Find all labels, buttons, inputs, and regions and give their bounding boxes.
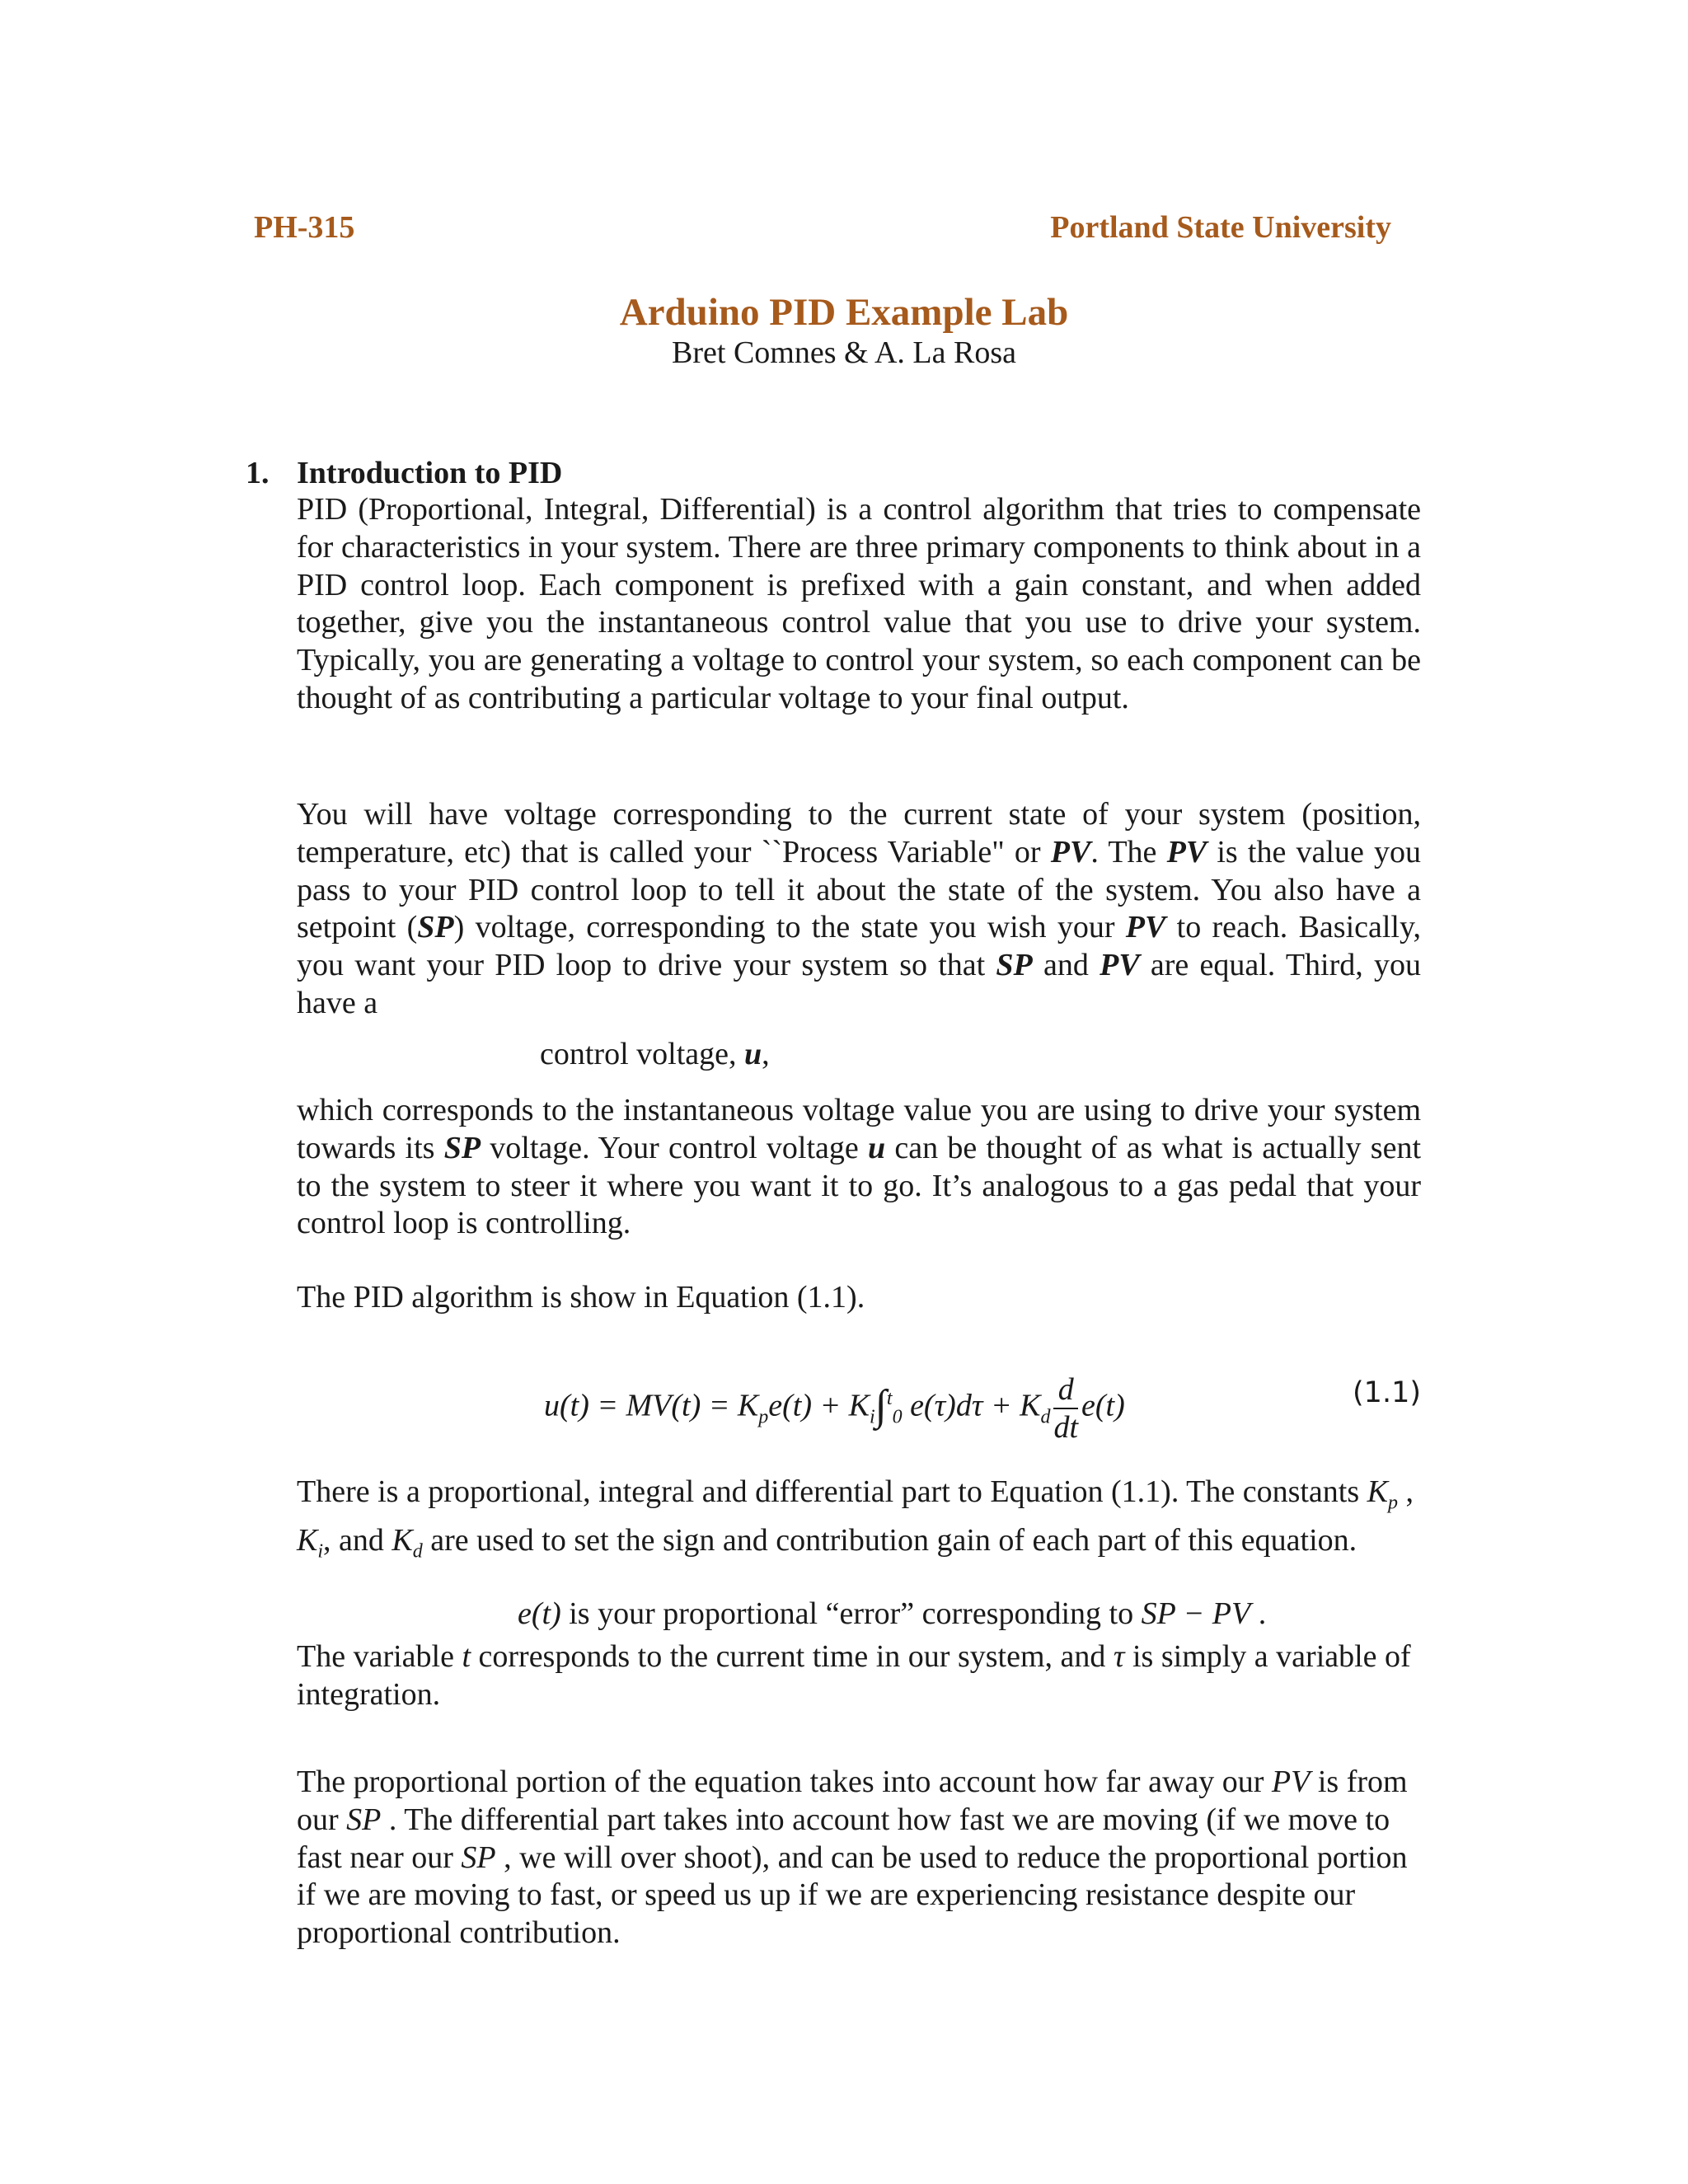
course-code: PH-315: [254, 210, 355, 245]
university-name: Portland State University: [1050, 210, 1391, 245]
sp-term: SP: [996, 948, 1033, 983]
integral-sign: ∫: [874, 1381, 887, 1429]
pv-term: PV: [1166, 834, 1207, 869]
document-title: Arduino PID Example Lab: [619, 291, 1069, 334]
u-term: u: [867, 1130, 886, 1165]
paragraph-control-description: which corresponds to the instantaneous voltage value you are using to drive your system towards its SP voltage. Your control voltage u can be thought of as what is actually sent to the system to steer it where you want it to go. It’s analogous to a gas pedal that your control loop is controlling.: [297, 1093, 1422, 1241]
pv-term: PV: [1050, 834, 1091, 869]
paragraph-process-variable: You will have voltage corresponding to the current state of your system (position, temperature, etc) that is called your ``Process Variable" or PV. The PV is the value you pass to your PID control loop to tell it about the state of the system. You also have a setpoint (SP) voltage, corresponding to the state you wish your PV to reach. Basically, you want your PID loop to drive your system so that SP and PV are equal. Third, you have a: [297, 797, 1422, 1020]
paragraph-control-voltage: control voltage, u,: [540, 1037, 770, 1071]
paragraph-proportional-differential: The proportional portion of the equation takes into account how far away our PV is from our SP . The differential part takes into account how fast we are moving (if we move to fast near our SP , we will over shoot), and can be used to reduce the proportional portion if we are moving to fast, or speed us up if we are experiencing resistance despite our proportional contribution.: [297, 1765, 1408, 1951]
equation-number: (1.1): [1353, 1376, 1421, 1409]
sp-term: SP: [417, 910, 454, 945]
pid-equation: [544, 1353, 1421, 1444]
section-number: 1.: [246, 456, 270, 490]
derivative-fraction: $\frac{d}{dt}$: [1053, 1372, 1078, 1445]
pv-term: PV: [1125, 910, 1166, 945]
paragraph-error-definition: e(t) is your proportional “error” corresponding to SP − PV .: [518, 1596, 1267, 1631]
paragraph-constants: There is a proportional, integral and differential part to Equation (1.1). The constants $K_p$ , $K_i$, and $K_d$ are used to set the sign and contribution gain of each part of this equation.: [297, 1474, 1414, 1563]
paragraph-time-variable: The variable t corresponds to the current time in our system, and τ is simply a variable of integration.: [297, 1639, 1411, 1712]
document-authors: Bret Comnes & A. La Rosa: [672, 335, 1016, 370]
section-title: Introduction to PID: [297, 456, 563, 490]
paragraph-equation-intro: The PID algorithm is show in Equation (1.1).: [297, 1280, 865, 1315]
u-term: u: [743, 1037, 762, 1071]
equation-body: $u(t) = MV(t) = K_pe(t) + K_i\int^t_0$ $e(\tau)d\tau + K_d$ $\frac{d}{dt}$ e(t): [544, 1372, 1125, 1445]
paragraph-intro: PID (Proportional, Integral, Differential) is a control algorithm that tries to compensate for characteristics in your system. There are three primary components to think about in a PID control loop. Each component is prefixed with a gain constant, and when added together, give you the instantaneous control value that you use to drive your system. Typically, you are generating a voltage to control your system, so each component can be thought of as contributing a particular voltage to your final output.: [297, 492, 1421, 715]
pv-term: PV: [1100, 948, 1140, 983]
section-heading: [246, 455, 562, 491]
sp-term: SP: [443, 1130, 481, 1165]
